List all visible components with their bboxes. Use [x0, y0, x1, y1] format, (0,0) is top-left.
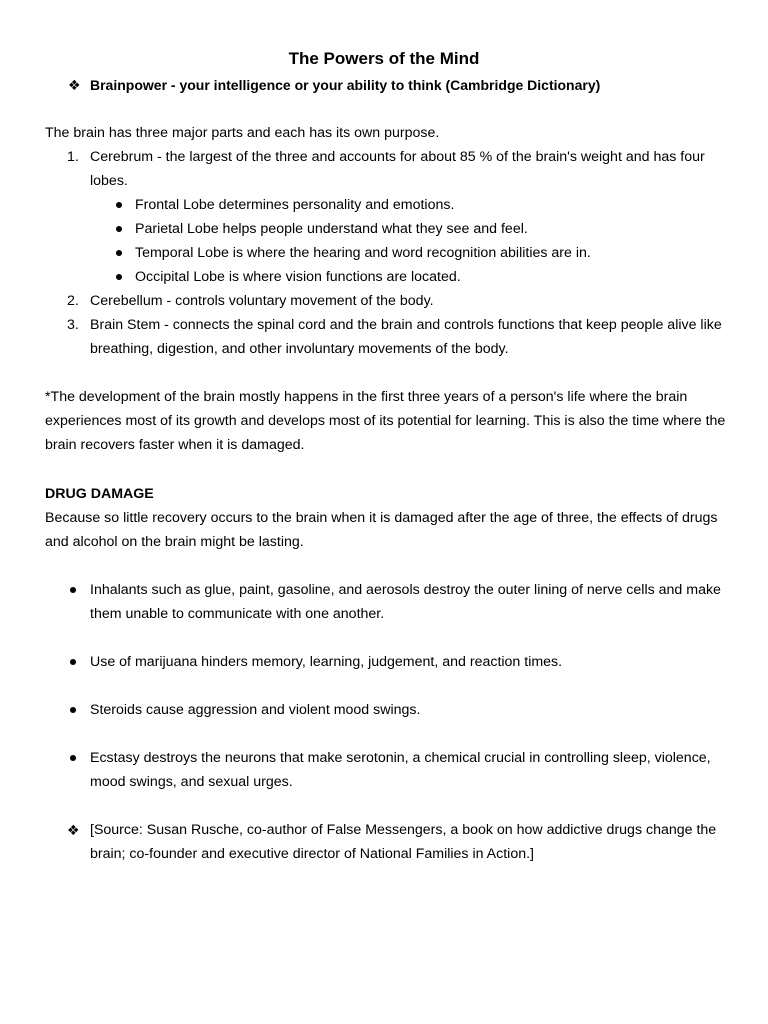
bullet-icon	[116, 226, 122, 232]
list-item-parietal-lobe	[45, 217, 735, 241]
diamond-bullet-icon: ❖	[68, 77, 81, 93]
list-item-text: Brain Stem - connects the spinal cord and the brain and controls functions that keep people alive like breathing, digestion, and other involuntary movements of the body.	[90, 317, 722, 357]
bullet-icon	[116, 250, 122, 256]
bullet-icon	[70, 755, 76, 761]
development-paragraph: *The development of the brain mostly happens in the first three years of a person's life where the brain experiences most of its growth and develops most of its potential for learning. This is also the time where the brain recovers faster when it is damaged.	[45, 389, 726, 453]
list-item-cerebellum	[45, 289, 735, 313]
drug-effects-list	[45, 578, 735, 866]
list-item-text: Use of marijuana hinders memory, learning, judgement, and reaction times.	[90, 654, 563, 670]
bullet-icon	[70, 707, 76, 713]
list-item-text: Steroids cause aggression and violent mood swings.	[90, 702, 421, 718]
list-item-text: Cerebellum - controls voluntary movement of the body.	[90, 293, 434, 309]
lobes-list	[45, 193, 735, 289]
source-citation	[45, 818, 735, 866]
intro-paragraph: The brain has three major parts and each has its own purpose.	[45, 125, 440, 141]
list-number: 1.	[67, 149, 79, 165]
source-text: [Source: Susan Rusche, co-author of False Messengers, a book on how addictive drugs change the brain; co-founder and executive director of National Families in Action.]	[90, 822, 717, 862]
bullet-icon	[116, 274, 122, 280]
list-item-text: Inhalants such as glue, paint, gasoline, and aerosols destroy the outer lining of nerve cells and make them unable to communicate with one another.	[90, 582, 721, 622]
list-item-brain-stem	[45, 313, 735, 361]
list-item-inhalants	[45, 578, 735, 626]
list-item-text: Temporal Lobe is where the hearing and word recognition abilities are in.	[135, 245, 591, 261]
list-item-steroids	[45, 698, 735, 722]
list-item-occipital-lobe	[45, 265, 735, 289]
bullet-icon	[116, 202, 122, 208]
list-item-marijuana	[45, 650, 735, 674]
diamond-bullet-icon: ❖	[67, 822, 80, 838]
list-item-frontal-lobe	[45, 193, 735, 217]
bullet-icon	[70, 659, 76, 665]
list-item-text: Parietal Lobe helps people understand what they see and feel.	[135, 221, 528, 237]
list-item-text: Cerebrum - the largest of the three and accounts for about 85 % of the brain's weight and has four lobes.	[90, 149, 705, 189]
list-item-text: Occipital Lobe is where vision functions are located.	[135, 269, 461, 285]
brain-parts-list	[45, 145, 735, 361]
section-heading-drug-damage: DRUG DAMAGE	[45, 486, 154, 502]
list-item-ecstasy	[45, 746, 735, 794]
list-item-temporal-lobe	[45, 241, 735, 265]
bullet-icon	[70, 587, 76, 593]
list-number: 2.	[67, 293, 79, 309]
drug-intro-paragraph: Because so little recovery occurs to the brain when it is damaged after the age of three, the effects of drugs and alcohol on the brain might be lasting.	[45, 510, 718, 550]
list-item-text: Frontal Lobe determines personality and emotions.	[135, 197, 455, 213]
subtitle-definition	[68, 77, 600, 94]
subtitle-text: Brainpower - your intelligence or your ability to think (Cambridge Dictionary)	[90, 77, 601, 93]
list-number: 3.	[67, 317, 79, 333]
list-item-text: Ecstasy destroys the neurons that make serotonin, a chemical crucial in controlling sleep, violence, mood swings, and sexual urges.	[90, 750, 711, 790]
list-item-cerebrum	[45, 145, 735, 193]
page-title: The Powers of the Mind	[288, 49, 480, 68]
